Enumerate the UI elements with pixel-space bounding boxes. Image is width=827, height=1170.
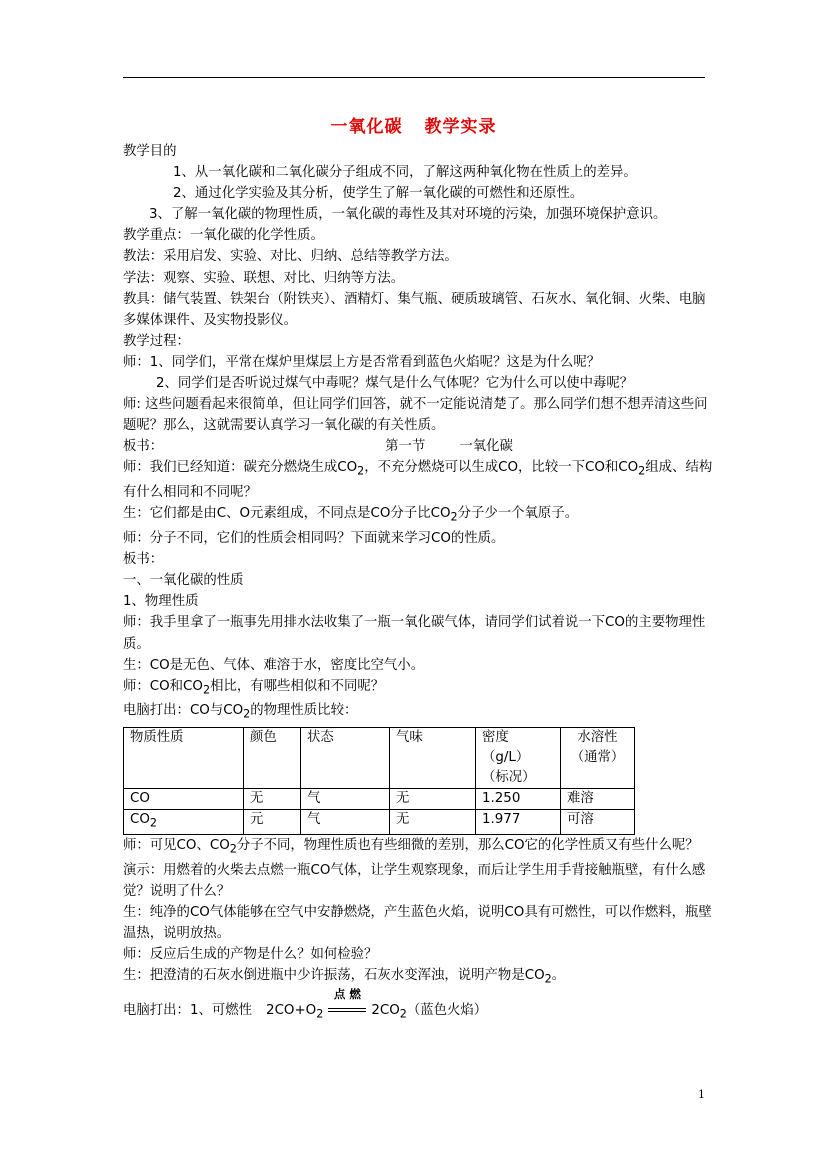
dialogue-line: 生：CO是无色、气体、难溶于水，密度比空气小。: [123, 657, 425, 673]
dialogue-line: 电脑打出：CO与$CO_2$的物理性质比较：: [123, 703, 358, 722]
key-point: 教学重点：一氧化碳的化学性质。: [123, 228, 324, 244]
table-cell: 1.250: [476, 789, 561, 810]
table-cell: 可溶: [561, 810, 635, 835]
study-method: 学法：观察、实验、联想、对比、归纳等方法。: [123, 270, 405, 286]
table-cell: 无: [244, 789, 301, 810]
demonstration-line: 演示：用燃着的火柴去点燃一瓶CO气体，让学生观察现象，而后让学生用手背接触瓶壁，有什么感觉？说明了什么？: [123, 862, 706, 899]
reaction-arrow: 点 燃: [324, 1003, 370, 1017]
table-row: [124, 810, 635, 835]
document-body: [123, 141, 713, 1025]
table-header-cell: 颜色: [244, 728, 301, 789]
title-part-2: 教学实录: [424, 117, 497, 137]
table-row: [124, 789, 635, 810]
dialogue-line: 师：CO和$CO_2$相比，有哪些相似和不同呢？: [123, 678, 385, 697]
dialogue-line: 生：纯净的CO气体能够在空气中安静燃烧，产生蓝色火焰，说明CO具有可燃性，可以作燃料，瓶壁温热，说明放热。: [123, 904, 712, 941]
table-cell: 元: [244, 810, 301, 835]
table-header-row: [124, 728, 635, 789]
dialogue-line: 2、同学们是否听说过煤气中毒呢？煤气是什么气体呢？它为什么可以使中毒呢？: [156, 376, 634, 392]
dialogue-line: 师：我手里拿了一瓶事先用排水法收集了一瓶一氧化碳气体，请同学们试着说一下CO的主要物理性质。: [123, 615, 706, 652]
combustion-equation: 电脑打出：1、可燃性 $2CO+O_2$ 点 燃 $2CO_2$（蓝色火焰）: [123, 986, 488, 1021]
goal-item: 1、从一氧化碳和二氧化碳分子组成不同，了解这两种氧化物在性质上的差异。: [173, 165, 637, 181]
subsection-heading: 1、物理性质: [123, 594, 199, 610]
dialogue-line: 生：把澄清的石灰水倒进瓶中少许振荡，石灰水变浑浊，说明产物是$CO_2$。: [123, 968, 566, 986]
page-title: [0, 112, 827, 137]
table-header-cell: 状态: [301, 728, 390, 789]
goal-item: 2、通过化学实验及其分析，使学生了解一氧化碳的可燃性和还原性。: [173, 186, 584, 202]
table-cell: 无: [390, 789, 476, 810]
dialogue-line: 师：可见CO、$CO_2$分子不同，物理性质也有些细微的差别，那么CO它的化学性质又有些什么呢？: [123, 837, 699, 856]
teaching-method: 教法：采用启发、实验、对比、归纳、总结等教学方法。: [123, 249, 458, 265]
table-cell: $CO_2$: [124, 810, 244, 835]
table-header-cell: 物质性质: [124, 728, 244, 789]
table-cell: 气: [301, 810, 390, 835]
table-cell: 无: [390, 810, 476, 835]
table-cell: 气: [301, 789, 390, 810]
property-comparison-table: [123, 727, 635, 835]
teaching-tools: 教具：储气装置、铁架台（附铁夹）、酒精灯、集气瓶、硬质玻璃管、石灰水、氧化铜、火柴、电脑多媒体课件、及实物投影仪。: [123, 291, 706, 328]
section-heading: 一、一氧化碳的性质: [123, 573, 244, 589]
table-header-cell: 气味: [390, 728, 476, 789]
page-number: 1: [698, 1088, 705, 1101]
header-rule: [123, 77, 705, 78]
goal-heading: 教学目的: [123, 144, 177, 159]
table-header-cell: 水溶性 （通常）: [561, 728, 635, 789]
dialogue-line: 生：它们都是由C、O元素组成，不同点是CO分子比$CO_2$分子少一个氧原子。: [123, 506, 579, 524]
process-heading: 教学过程：: [123, 333, 190, 349]
goal-item: 3、了解一氧化碳的物理性质，一氧化碳的毒性及其对环境的污染，加强环境保护意识。: [149, 207, 667, 223]
table-cell: 难溶: [561, 789, 635, 810]
dialogue-line: 师: 这些问题看起来很简单，但让同学们回答，就不一定能说清楚了。那么同学们想不想弄清这些问题呢？那么，这就需要认真学习一氧化碳的有关性质。: [123, 397, 708, 434]
dialogue-line: 师：我们已经知道：碳充分燃烧生成$CO_2$，不充分燃烧可以生成CO，比较一下CO和$CO_2$组成、结构有什么相同和不同呢？: [123, 460, 713, 501]
board-note-1: 板书： 第一节 一氧化碳: [123, 439, 513, 455]
dialogue-line: 师：分子不同，它们的性质会相同吗？下面就来学习CO的性质。: [123, 531, 505, 547]
board-note-2: 板书：: [123, 552, 164, 568]
table-cell: CO: [124, 789, 244, 810]
title-part-1: 一氧化碳: [330, 117, 403, 137]
table-header-cell: 密度（g/L） （标况）: [476, 728, 561, 789]
dialogue-line: 师：1、同学们，平常在煤炉里煤层上方是否常看到蓝色火焰呢？这是为什么呢？: [123, 354, 601, 370]
table-cell: 1.977: [476, 810, 561, 835]
dialogue-line: 师：反应后生成的产物是什么？如何检验？: [123, 947, 378, 963]
